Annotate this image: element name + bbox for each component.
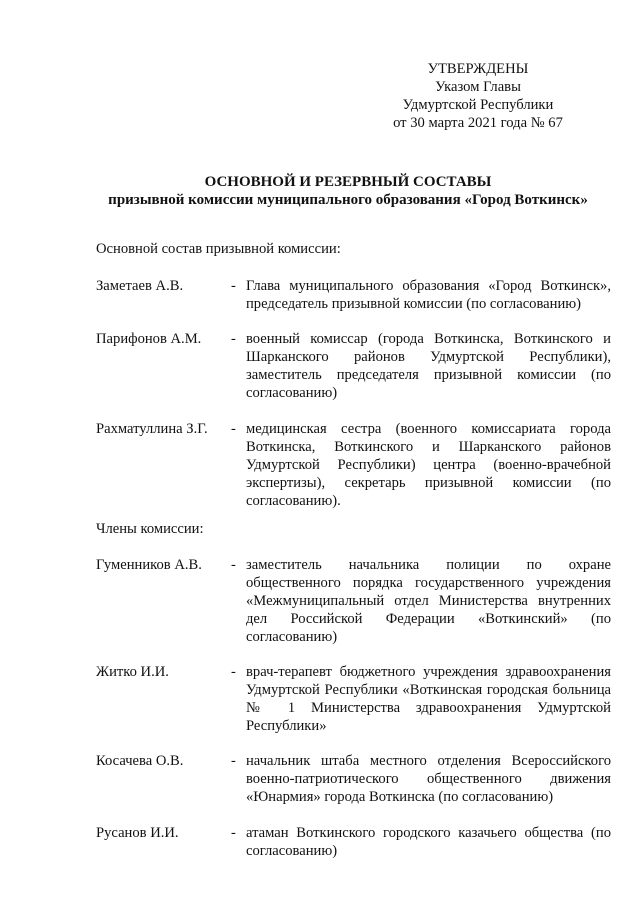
member-dash: - xyxy=(231,825,236,841)
member-role: военный комиссар (города Воткинска, Воткинского и Шарканского районов Удмуртской Республики), заместитель председателя призывной комиссии (по согласованию) xyxy=(246,331,611,401)
member-dash: - xyxy=(231,331,236,347)
member-name: Парифонов А.М. xyxy=(96,331,202,347)
member-role: начальник штаба местного отделения Всероссийского военно-патриотического общественного движения «Юнармия» города Воткинска (по согласованию) xyxy=(246,753,611,805)
member-name: Косачева О.В. xyxy=(96,753,184,769)
member-name: Русанов И.И. xyxy=(96,825,179,841)
approval-region: Удмуртской Республики xyxy=(402,97,554,113)
title-main: ОСНОВНОЙ И РЕЗЕРВНЫЙ СОСТАВЫ xyxy=(204,174,492,190)
document-title xyxy=(60,173,636,209)
member-role: медицинская сестра (военного комиссариата города Воткинска, Воткинского и Шарканского районов Удмуртской Республики) центра (военно-врачебной экспертизы), секретарь призывной комиссии (по согласованию). xyxy=(246,421,611,509)
member-role: Глава муниципального образования «Город Воткинск», председатель призывной комиссии (по согласованию) xyxy=(246,278,611,312)
member-name: Житко И.И. xyxy=(96,664,169,680)
approval-date-number: от 30 марта 2021 года № 67 xyxy=(393,115,563,131)
member-dash: - xyxy=(231,753,236,769)
member-dash: - xyxy=(231,664,236,680)
member-name: Рахматуллина З.Г. xyxy=(96,421,208,437)
members-section-heading: Члены комиссии: xyxy=(96,521,204,537)
approval-block xyxy=(380,60,576,132)
member-dash: - xyxy=(231,421,236,437)
approval-stamp: УТВЕРЖДЕНЫ xyxy=(427,61,529,77)
member-role: врач-терапевт бюджетного учреждения здравоохранения Удмуртской Республики «Воткинская городская больница № 1 Министерства здравоохранения Удмуртской Республики» xyxy=(246,664,611,734)
member-role: атаман Воткинского городского казачьего общества (по согласованию) xyxy=(246,825,611,859)
member-name: Заметаев А.В. xyxy=(96,278,184,294)
main-section-heading: Основной состав призывной комиссии: xyxy=(96,241,341,257)
member-dash: - xyxy=(231,557,236,573)
member-dash: - xyxy=(231,278,236,294)
member-role: заместитель начальника полиции по охране общественного порядка государственного учреждения «Межмуниципальный отдел Министерства внутренних дел Российской Федерации «Воткинский» (по согласованию) xyxy=(246,557,611,645)
title-subtitle: призывной комиссии муниципального образования «Город Воткинск» xyxy=(108,192,588,208)
approval-issuer: Указом Главы xyxy=(435,79,521,95)
member-name: Гуменников А.В. xyxy=(96,557,202,573)
